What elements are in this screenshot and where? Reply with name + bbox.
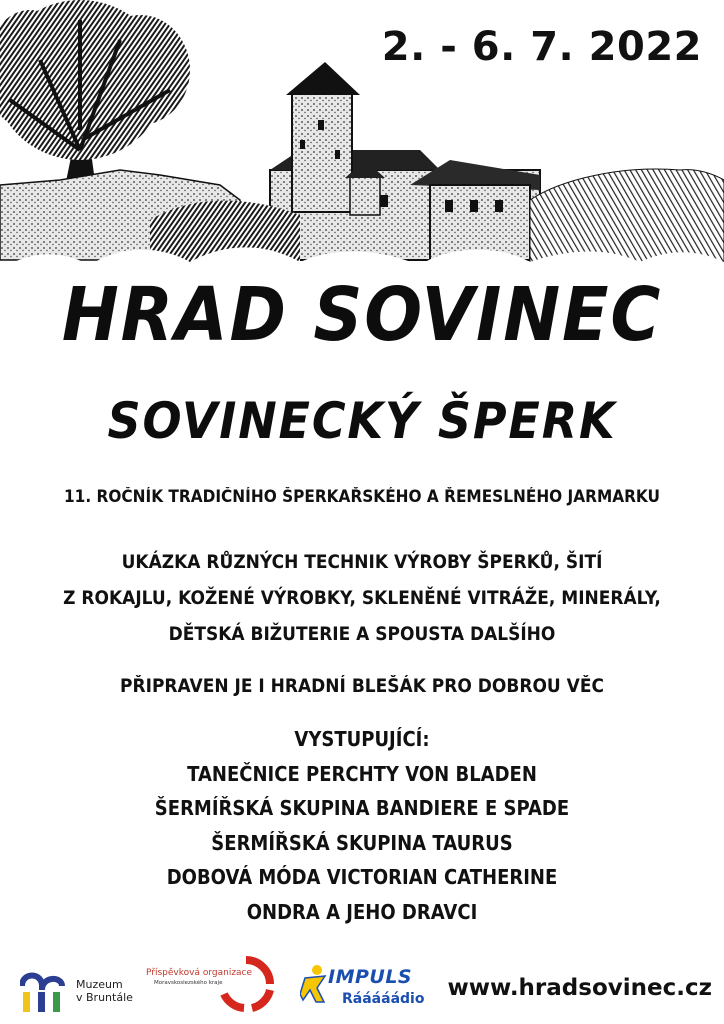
website-link[interactable]: www.hradsovinec.cz bbox=[447, 975, 712, 1001]
performer-item: ŠERMÍŘSKÁ SKUPINA BANDIERE E SPADE bbox=[154, 796, 570, 820]
impuls-brand: IMPULS bbox=[328, 966, 413, 988]
kraj-ring-icon bbox=[216, 954, 276, 1014]
kraj-org-type: Příspěvková organizace bbox=[146, 968, 253, 978]
performer-item: TANEČNICE PERCHTY VON BLADEN bbox=[187, 761, 537, 786]
description bbox=[29, 545, 695, 653]
impuls-radio: Rááááádio bbox=[342, 991, 425, 1007]
performers-list bbox=[36, 722, 688, 929]
muzeum-location: v Bruntále bbox=[76, 991, 133, 1004]
performer-item: ŠERMÍŘSKÁ SKUPINA TAURUS bbox=[211, 830, 513, 855]
description-line: DĚTSKÁ BIŽUTERIE A SPOUSTA DALŠÍHO bbox=[168, 624, 556, 645]
castle-icon bbox=[270, 62, 540, 260]
description-line: Z ROKAJLU, KOŽENÉ VÝROBKY, SKLENĚNÉ VITRÁŽE, MINERÁLY, bbox=[63, 588, 661, 609]
muzeum-name: Muzeum bbox=[76, 978, 123, 991]
muzeum-logo bbox=[20, 960, 140, 1015]
kraj-region: Moravskoslezského kraje bbox=[154, 980, 223, 986]
performer-item: ONDRA A JEHO DRAVCI bbox=[246, 899, 478, 924]
muzeum-logo-icon bbox=[20, 966, 70, 1016]
footer bbox=[0, 950, 724, 1020]
flea-market-note: PŘIPRAVEN JE I HRADNÍ BLEŠÁK PRO DOBROU VĚC bbox=[120, 676, 604, 697]
event-subtitle: SOVINECKÝ ŠPERK bbox=[107, 392, 617, 450]
main-title: HRAD SOVINEC bbox=[61, 272, 663, 358]
edition-line: 11. ROČNÍK TRADIČNÍHO ŠPERKAŘSKÉHO A ŘEMESLNÉHO JARMARKU bbox=[63, 487, 661, 506]
impuls-figure-icon bbox=[300, 964, 330, 1004]
impuls-logo bbox=[300, 962, 424, 1012]
performers-heading: VYSTUPUJÍCÍ: bbox=[294, 727, 430, 751]
event-date: 2. - 6. 7. 2022 bbox=[381, 24, 702, 70]
performer-item: DOBOVÁ MÓDA VICTORIAN CATHERINE bbox=[166, 865, 558, 889]
kraj-logo bbox=[146, 956, 274, 1014]
description-line: UKÁZKA RŮZNÝCH TECHNIK VÝROBY ŠPERKŮ, ŠITÍ bbox=[121, 552, 603, 573]
